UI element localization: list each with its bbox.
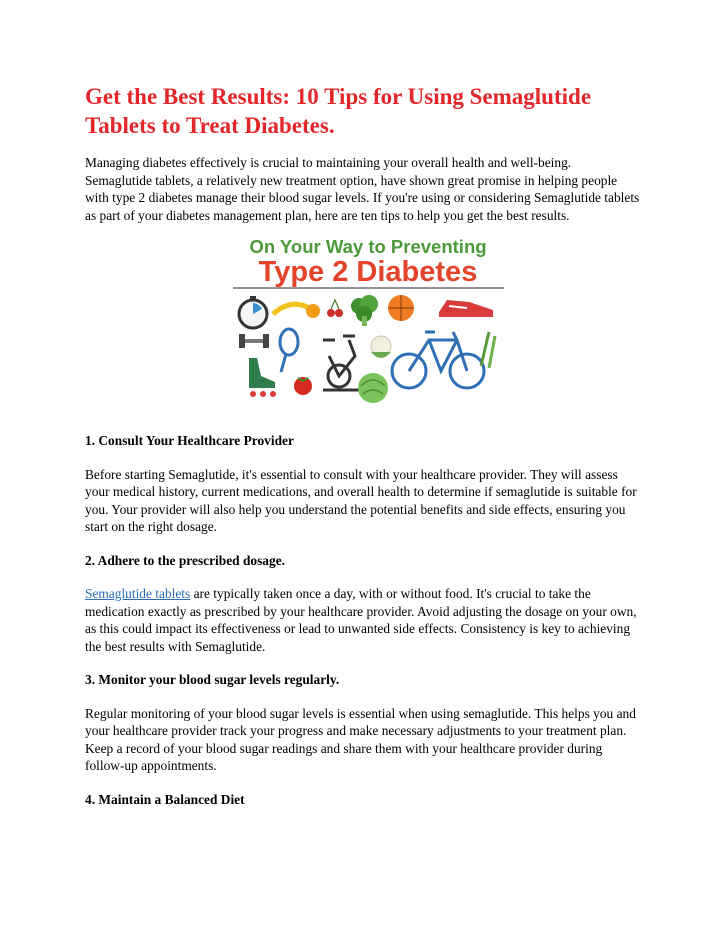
basketball-icon <box>388 295 414 321</box>
section-2-body <box>85 585 640 655</box>
section-4-heading: 4. Maintain a Balanced Diet <box>85 791 245 807</box>
section-2-heading: 2. Adhere to the prescribed dosage. <box>85 552 285 568</box>
diabetes-prevention-illustration <box>231 236 506 416</box>
section-1-body: Before starting Semaglutide, it's essential to consult with your healthcare provider. They will assess your medical history, current medications, and overall health to determine if semaglutide is suitable for you. Your provider will also help you understand the potential benefits and side effects, ensuring you start on the right dosage. <box>85 466 637 534</box>
exercise-bike-icon <box>323 336 359 390</box>
intro-paragraph: Managing diabetes effectively is crucial to maintaining your overall health and well-being. Semaglutide tablets, a relatively new treatment option, have shown great promise in helping people with type 2 diabetes manage their blood sugar levels. If you're using or considering Semaglutide tablets as part of your diabetes management plan, here are ten tips to help you get the best results. <box>85 155 640 223</box>
illustration-graphic <box>231 236 506 416</box>
section-1-heading: 1. Consult Your Healthcare Provider <box>85 433 294 448</box>
figure-line2: Type 2 Diabetes <box>258 256 478 288</box>
dumbbell-icon <box>239 334 269 348</box>
tennis-racket-icon <box>280 329 298 372</box>
figure-line1: On Your Way to Preventing <box>249 236 487 257</box>
page-title: Get the Best Results: 10 Tips for Using Semaglutide Tablets to Treat Diabetes. <box>85 84 592 138</box>
cauliflower-icon <box>371 336 391 358</box>
tomato-icon <box>294 377 312 395</box>
broccoli-icon <box>351 295 378 326</box>
section-2-body-text: are typically taken once a day, with or without food. It's crucial to take the medication exactly as prescribed by your healthcare provider. Avoid adjusting the dosage on your own, as this could impact its effectiveness or lead to unwanted side effects. Consistency is key to achieving the best results with Semaglutide. <box>85 586 637 654</box>
cabbage-icon <box>358 373 388 403</box>
semaglutide-tablets-link[interactable]: Semaglutide tablets <box>85 586 191 601</box>
sneaker-icon <box>439 300 493 318</box>
section-3-heading: 3. Monitor your blood sugar levels regularly. <box>85 672 340 687</box>
section-3-body: Regular monitoring of your blood sugar levels is essential when using semaglutide. This helps you and your healthcare provider track your progress and make necessary adjustments to your treatment plan. Keep a record of your blood sugar readings and share them with your healthcare provider during follow-up appointments. <box>85 705 636 773</box>
rollerblade-icon <box>249 358 276 397</box>
bicycle-icon <box>392 332 484 388</box>
stopwatch-icon <box>239 296 267 328</box>
document-content <box>85 82 640 808</box>
cherries-icon <box>327 300 343 317</box>
asparagus-icon <box>481 332 495 368</box>
measuring-tape-icon <box>273 304 320 318</box>
